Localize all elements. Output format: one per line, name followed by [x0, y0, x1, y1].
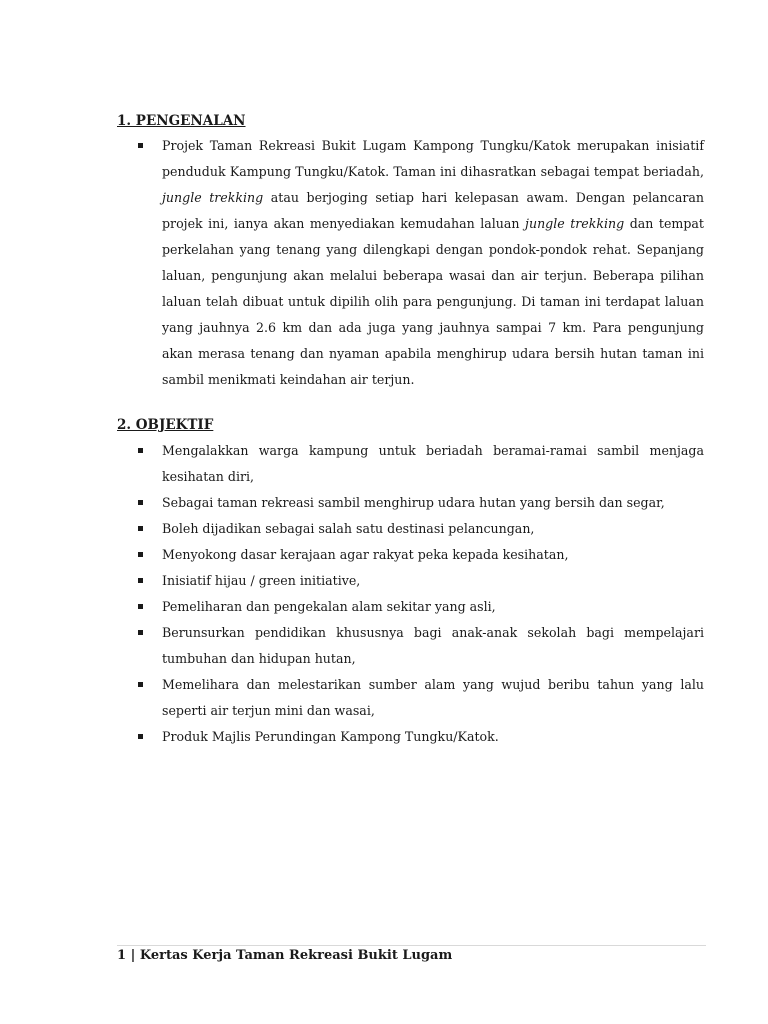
square-bullet-icon [138, 552, 143, 557]
footer-separator: | [126, 948, 140, 963]
list-item-text: Pemeliharan dan pengekalan alam sekitar yang asli, [162, 599, 496, 614]
square-bullet-icon [138, 604, 143, 609]
square-bullet-icon [138, 448, 143, 453]
list-item-text: Inisiatif hijau / green initiative, [162, 573, 361, 588]
list-item-text: Mengalakkan warga kampung untuk beriadah beramai-ramai sambil menjaga kesihatan diri, [162, 443, 704, 484]
page-number: 1 [117, 948, 127, 963]
square-bullet-icon [138, 734, 143, 739]
list-item-text: Boleh dijadikan sebagai salah satu destinasi pelancungan, [162, 521, 535, 536]
section-heading-objektif: 2. OBJEKTIF [117, 417, 214, 433]
list-item-text: Memelihara dan melestarikan sumber alam yang wujud beribu tahun yang lalu seperti air terjun mini dan wasai, [162, 677, 704, 718]
list-item [117, 594, 704, 620]
square-bullet-icon [138, 578, 143, 583]
list-item [117, 516, 704, 542]
pengenalan-list [117, 133, 704, 393]
italic-term-1: jungle trekking [162, 190, 264, 205]
square-bullet-icon [138, 526, 143, 531]
list-item [117, 133, 704, 393]
list-item-text: Berunsurkan pendidikan khususnya bagi anak-anak sekolah bagi mempelajari tumbuhan dan hidupan hutan, [162, 625, 704, 666]
footer-title: Kertas Kerja Taman Rekreasi Bukit Lugam [139, 948, 453, 963]
section-heading-pengenalan: 1. PENGENALAN [117, 113, 246, 129]
paragraph-text-2: atau berjoging setiap hari kelepasan awam. Dengan pelancaran projek ini, ianya akan menyediakan kemudahan laluan [162, 190, 704, 231]
list-item-text: Produk Majlis Perundingan Kampong Tungku/Katok. [162, 729, 499, 744]
paragraph-text-3: dan tempat perkelahan yang tenang yang dilengkapi dengan pondok-pondok rehat. Sepanjang laluan, pengunjung akan melalui beberapa wasai dan air terjun. Beberapa pilihan laluan telah dibuat untuk dipilih olih para pengunjung. Di taman ini terdapat laluan yang jauhnya 2.6 km dan ada juga yang jauhnya sampai 7 km. Para pengunjung akan merasa tenang dan nyaman apabila menghirup udara bersih hutan taman ini sambil menikmati keindahan air terjun. [162, 216, 704, 387]
list-item [117, 568, 704, 594]
square-bullet-icon [138, 630, 143, 635]
list-item [117, 724, 704, 750]
list-item-text: Sebagai taman rekreasi sambil menghirup udara hutan yang bersih dan segar, [162, 495, 665, 510]
square-bullet-icon [138, 500, 143, 505]
italic-term-2: jungle trekking [525, 216, 625, 231]
list-item [117, 672, 704, 724]
page-footer [117, 947, 452, 965]
list-item [117, 490, 704, 516]
square-bullet-icon [138, 143, 143, 148]
paragraph-text-1: Projek Taman Rekreasi Bukit Lugam Kampong Tungku/Katok merupakan inisiatif penduduk Kampung Tungku/Katok. Taman ini dihasratkan sebagai tempat beriadah, [162, 138, 704, 179]
list-item [117, 438, 704, 490]
footer-divider [117, 945, 706, 946]
square-bullet-icon [138, 682, 143, 687]
list-item [117, 542, 704, 568]
list-item [117, 620, 704, 672]
objektif-list [117, 438, 704, 750]
list-item-text: Menyokong dasar kerajaan agar rakyat peka kepada kesihatan, [162, 547, 569, 562]
